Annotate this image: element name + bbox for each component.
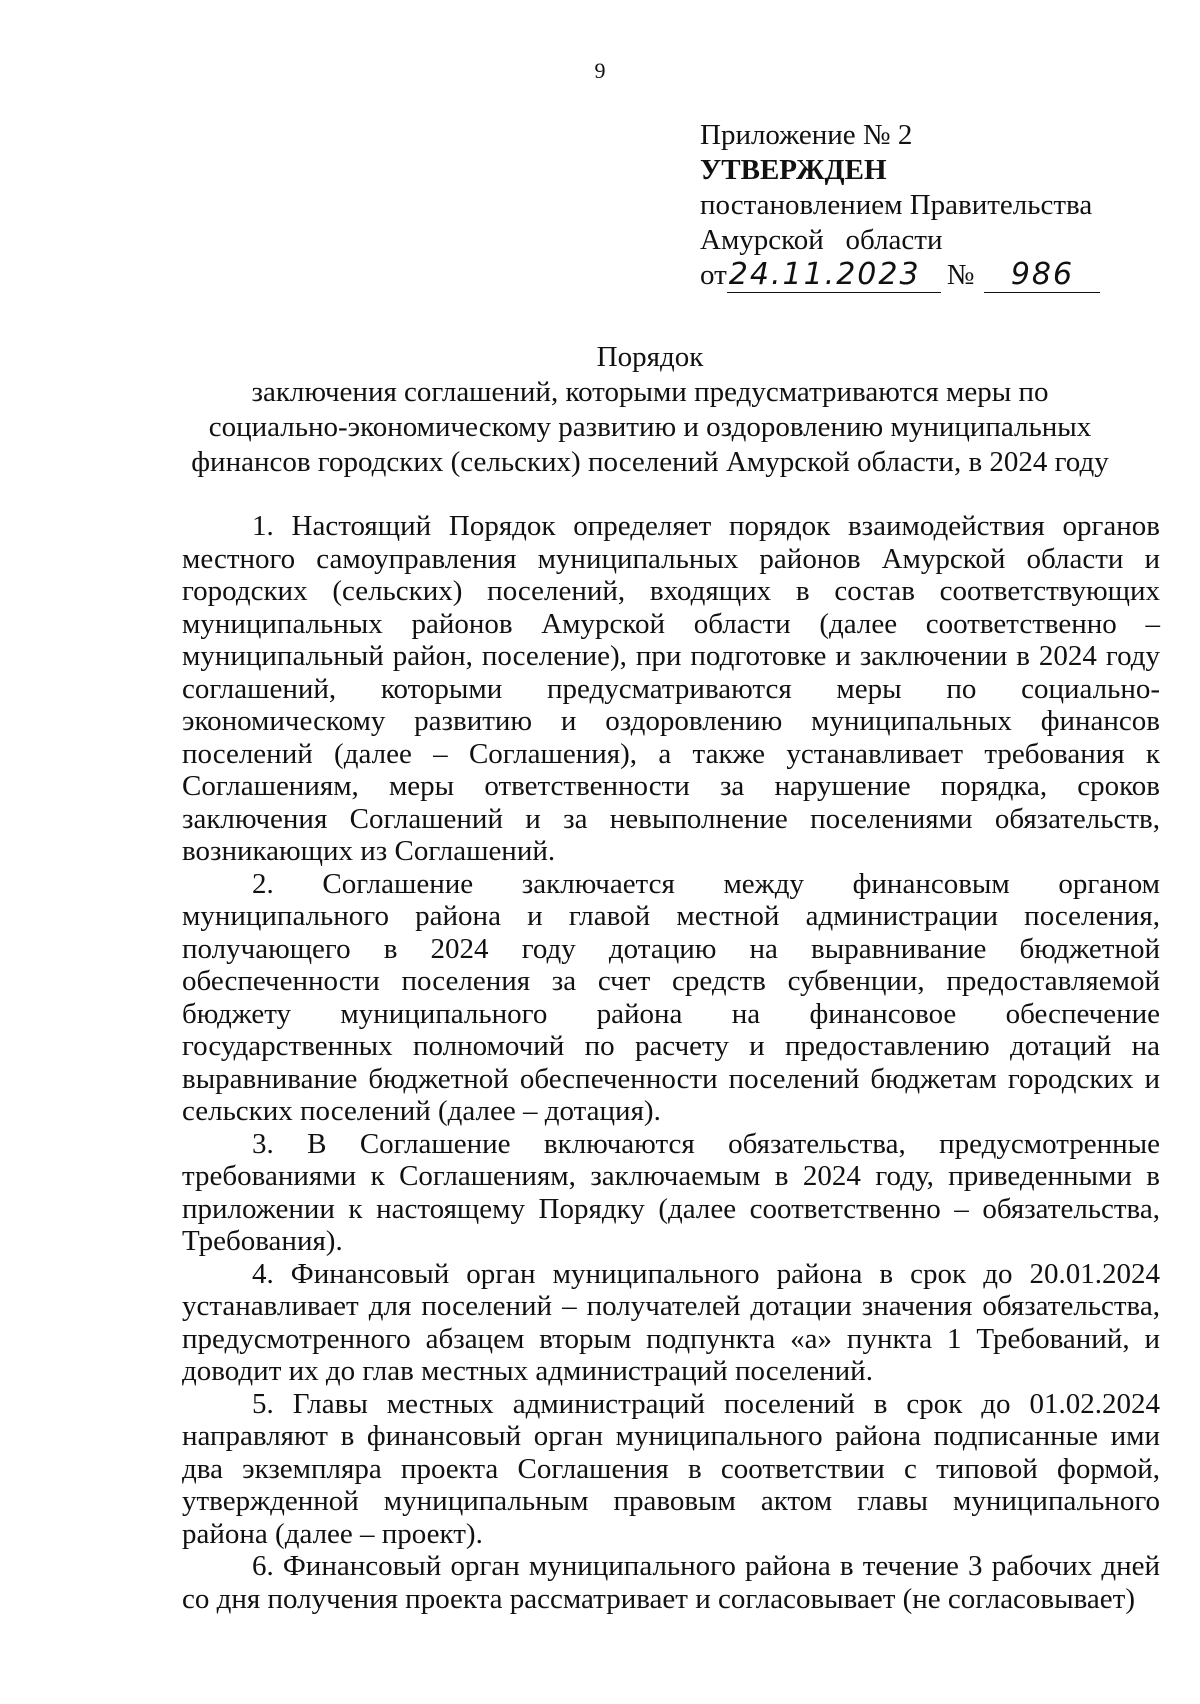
approved-region: Амурской области	[700, 224, 943, 256]
paragraph-6: 6. Финансовый орган муниципального района в течение 3 рабочих дней со дня получения проекта рассматривает и согласовывает (не согласовывает)	[182, 1550, 1160, 1615]
page-number: 9	[594, 58, 606, 83]
title-line-3: финансов городских (сельских) поселений Амурской области, в 2024 году	[191, 446, 1109, 478]
title-line-2: социально-экономическому развитию и оздоровлению муниципальных	[208, 411, 1092, 443]
paragraph-4: 4. Финансовый орган муниципального района в срок до 20.01.2024 устанавливает для поселений – получателей дотации значения обязательства, предусмотренного абзацем вторым подпункта «а» пункта 1 Требований, и доводит их до глав местных администраций поселений.	[182, 1257, 1160, 1387]
handwritten-date: 24.11.2023	[727, 258, 941, 293]
paragraph-1: 1. Настоящий Порядок определяет порядок взаимодействия органов местного самоуправления муниципальных районов Амурской области и городских (сельских) поселений, входящих в состав соответствующих муниципальных районов Амурской области (далее соответственно – муниципальный район, поселение), при подготовке и заключении в 2024 году соглашений, которыми предусматриваются меры по социально-экономическому развитию и оздоровлению муниципальных финансов поселений (далее – Соглашения), а также устанавливает требования к Соглашениям, меры ответственности за нарушение порядка, сроков заключения Соглашений и за невыполнение поселениями обязательств, возникающих из Соглашений.	[182, 510, 1160, 867]
title-heading: Порядок	[596, 341, 704, 373]
paragraph-2: 2. Соглашение заключается между финансовым органом муниципального района и главой местной администрации поселения, получающего в 2024 году дотацию на выравнивание бюджетной обеспеченности поселения за счет средств субвенции, предоставляемой бюджету муниципального района на финансовое обеспечение государственных полномочий по расчету и предоставлению дотаций на выравнивание бюджетной обеспеченности поселений бюджетам городских и сельских поселений (далее – дотация).	[182, 867, 1160, 1127]
number-sign: №	[946, 259, 975, 291]
approval-block	[700, 118, 1120, 293]
handwritten-number: 986	[984, 258, 1100, 293]
approved-by: постановлением Правительства	[700, 189, 1093, 221]
paragraph-3: 3. В Соглашение включаются обязательства, предусмотренные требованиями к Соглашениям, заключаемым в 2024 году, приведенными в приложении к настоящему Порядку (далее соответственно – обязательства, Требования).	[182, 1127, 1160, 1257]
document-title	[180, 340, 1120, 480]
appendix-label: Приложение № 2	[700, 119, 913, 151]
date-number-line	[700, 258, 1120, 293]
document-body	[182, 510, 1160, 1615]
title-line-1: заключения соглашений, которыми предусматриваются меры по	[251, 376, 1049, 408]
paragraph-5: 5. Главы местных администраций поселений в срок до 01.02.2024 направляют в финансовый орган муниципального района подписанные ими два экземпляра проекта Соглашения в соответствии с типовой формой, утвержденной муниципальным правовым актом главы муниципального района (далее – проект).	[182, 1387, 1160, 1550]
approved-label: УТВЕРЖДЕН	[700, 154, 887, 186]
date-prefix: от	[700, 259, 727, 291]
